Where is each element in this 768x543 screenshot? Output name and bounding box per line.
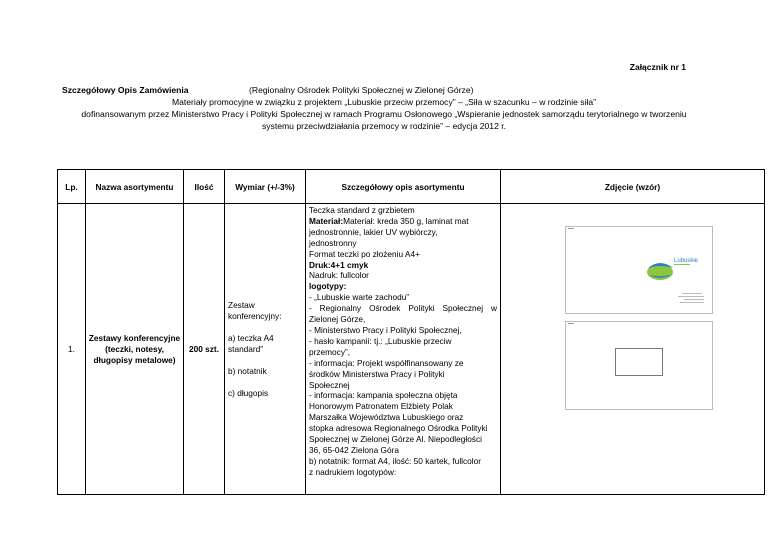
- desc-line: przemocy”,: [309, 346, 351, 357]
- col-photo: Zdjęcie (wzór): [501, 170, 765, 204]
- col-name: Nazwa asortymentu: [86, 170, 184, 204]
- col-dim: Wymiar (+/-3%): [225, 170, 306, 204]
- desc-line: Format teczki po złożeniu A4+: [309, 248, 420, 259]
- dim-line: a) teczka A4 standard”: [228, 332, 274, 354]
- desc-line: Społecznej: [309, 379, 350, 390]
- header-line-4: systemu przeciwdziałania przemocy w rodzinie” – edycja 2012 r.: [261, 121, 507, 131]
- desc-line: Materiał:Materiał: kreda 350 g, laminat mat: [309, 215, 469, 226]
- cell-desc: [306, 204, 501, 495]
- pocket-outline: [615, 348, 663, 376]
- desc-line: Marszałka Województwa Lubuskiego oraz: [309, 412, 464, 423]
- mock-corner-mark: [568, 228, 574, 229]
- col-desc: Szczegółowy opis asortymentu: [306, 170, 501, 204]
- dim-line: Zestaw konferencyjny:: [228, 299, 282, 321]
- col-qty: Ilość: [184, 170, 225, 204]
- desc-line: z nadrukiem logotypów:: [309, 466, 397, 477]
- desc-line: - hasło kampanii: tj.: „Lubuskie przeciw: [309, 335, 452, 346]
- lubuskie-logo-icon: [643, 248, 699, 288]
- desc-line: Honorowym Patronatem Elżbiety Polak: [309, 401, 453, 412]
- desc-line: - „Lubuskie warte zachodu”: [309, 292, 410, 303]
- cell-dim: [225, 204, 306, 495]
- desc-line: - informacja: kampania społeczna objęta: [309, 390, 458, 401]
- folder-mockup-inside: [565, 321, 713, 410]
- desc-line: jednostronny: [309, 237, 357, 248]
- desc-line: jednostronnie, lakier UV wybiórczy,: [309, 226, 438, 237]
- spec-label: Szczegółowy Opis Zamówienia: [62, 85, 189, 95]
- col-lp: Lp.: [58, 170, 86, 204]
- desc-line: 36, 65-042 Zielona Góra: [309, 444, 399, 455]
- dim-line: c) długopis: [228, 387, 269, 398]
- cell-lp: 1.: [58, 204, 86, 495]
- cell-name: Zestawy konferencyjne (teczki, notesy, długopisy metalowe): [86, 204, 184, 495]
- header-line-3: dofinansowanym przez Ministerstwo Pracy i Polityki Społecznej w ramach Programu Osłonowego „Wspieranie jednostek samorządu terytorialnego w tworzeniu: [81, 109, 687, 119]
- annex-label: Załącznik nr 1: [629, 62, 686, 72]
- table-row: [58, 204, 765, 495]
- desc-line: - informacja: Projekt współfinansowany ze: [309, 357, 464, 368]
- desc-line: stopka adresowa Regionalnego Ośrodka Polityki: [309, 423, 488, 434]
- logo-text: Lubuskie: [674, 258, 699, 264]
- desc-line: Druk:4+1 cmyk: [309, 259, 369, 270]
- specification-table: [57, 169, 765, 495]
- dim-line: b) notatnik: [228, 365, 267, 376]
- desc-line: logotypy:: [309, 281, 347, 292]
- desc-line: - Regionalny Ośrodek Polityki Społecznej w: [309, 303, 497, 314]
- desc-line: b) notatnik: format A4, ilość: 50 kartek, fullcolor: [309, 455, 482, 466]
- desc-line: Zielonej Górze,: [309, 314, 366, 325]
- mock-corner-mark: [568, 323, 574, 324]
- desc-line: - Ministerstwo Pracy i Polityki Społecznej,: [309, 324, 462, 335]
- header-line-2: Materiały promocyjne w związku z projektem „Lubuskie przeciw przemocy” – „Siła w szacunku – w rodzinie siła”: [171, 97, 597, 107]
- desc-line: Teczka standard z grzbietem: [309, 205, 415, 215]
- footer-lines-icon: [678, 293, 706, 307]
- desc-line: Społecznej w Zielonej Górze Al. Niepodległości: [309, 434, 482, 445]
- cell-photo: [501, 204, 765, 495]
- cell-qty: 200 szt.: [184, 204, 225, 495]
- folder-mockup-front: [565, 226, 713, 314]
- institution-label: (Regionalny Ośrodek Polityki Społecznej w Zielonej Górze): [249, 85, 474, 95]
- desc-line: środków Ministerstwa Pracy i Polityki: [309, 368, 445, 379]
- desc-line: Nadruk: fullcolor: [309, 270, 369, 281]
